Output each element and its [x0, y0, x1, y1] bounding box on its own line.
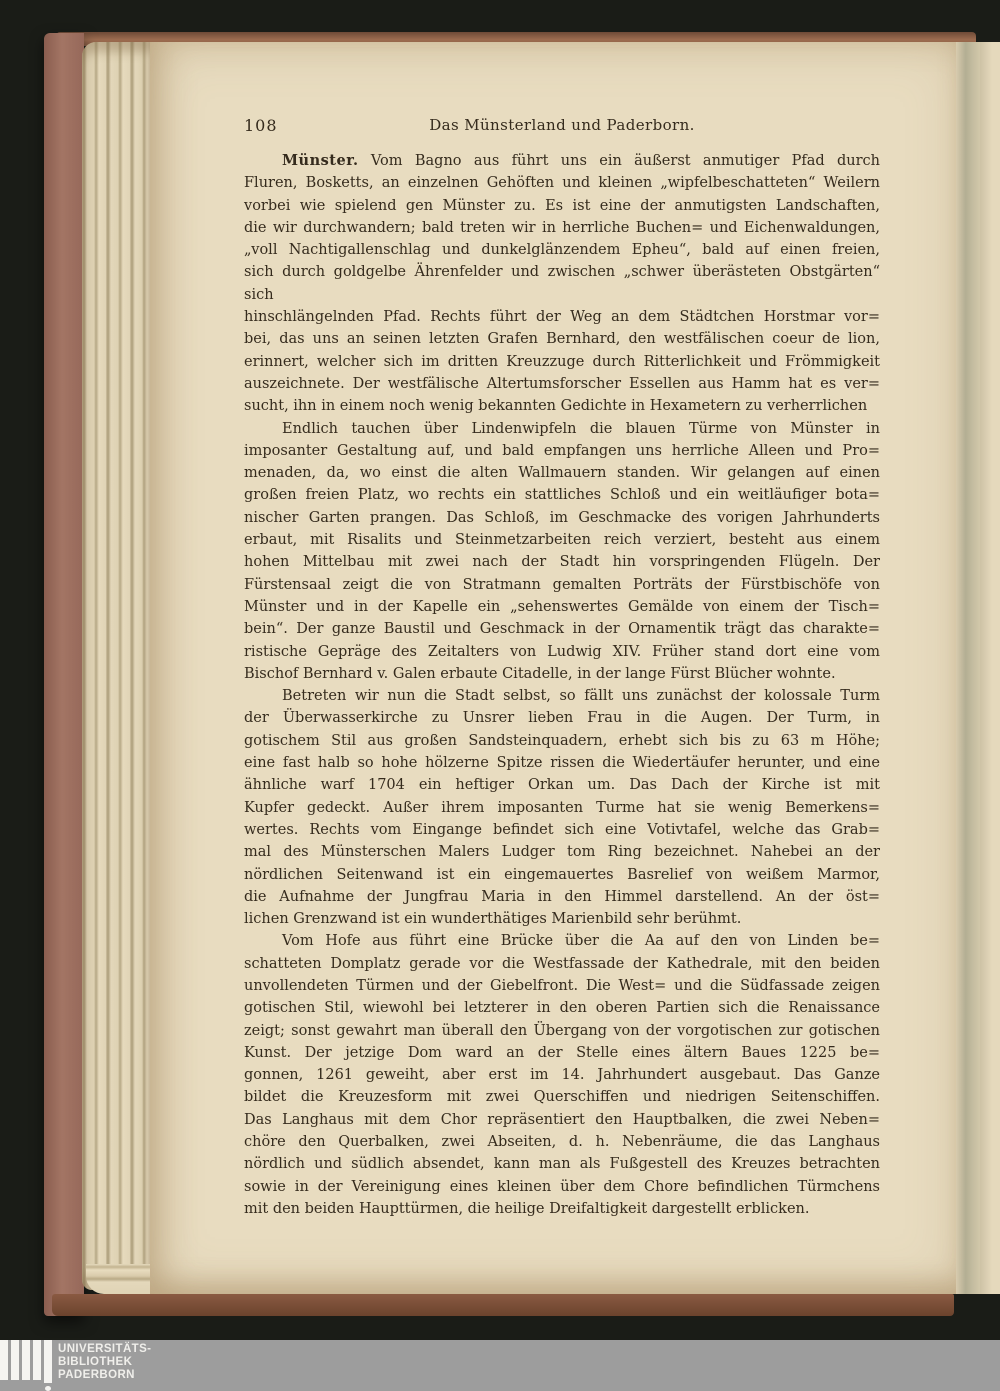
- printed-content: [244, 116, 880, 1217]
- text-line: bei, das uns an seinen letzten Grafen Bernhard, den westfälischen coeur de lion,: [244, 331, 880, 348]
- logo-bar: [11, 1340, 19, 1380]
- library-banner: [0, 1340, 1000, 1391]
- text-line: auszeichnete. Der westfälische Altertumsforscher Essellen aus Hamm hat es ver=: [244, 375, 880, 392]
- text-line: Bischof Bernhard v. Galen erbaute Citadelle, in der lange Fürst Blücher wohnte.: [244, 665, 836, 682]
- running-title: Das Münsterland und Paderborn.: [429, 116, 695, 134]
- text-line: gonnen, 1261 geweiht, aber erst im 14. Jahrhundert ausgebaut. Das Ganze: [244, 1067, 880, 1084]
- text-line: lichen Grenzwand ist ein wunderthätiges Marienbild sehr berühmt.: [244, 911, 742, 928]
- text-line: erbaut, mit Risalits und Steinmetzarbeiten reich verziert, besteht aus einem: [244, 532, 880, 549]
- text-line: Das Langhaus mit dem Chor repräsentiert den Hauptbalken, die zwei Neben=: [244, 1111, 880, 1128]
- logo-dot-icon: [45, 1386, 51, 1391]
- text-line: Vom Hofe aus führt eine Brücke über die Aa auf den von Linden be=: [282, 933, 880, 950]
- logo-bar: [22, 1340, 30, 1380]
- text-line: schatteten Domplatz gerade vor die Westfassade der Kathedrale, mit den beiden: [244, 955, 880, 972]
- text-line: hinschlängelnden Pfad. Rechts führt der Weg an dem Städtchen Horstmar vor=: [244, 309, 880, 326]
- text-line: gotischen Stil, wiewohl bei letzterer in den oberen Partien sich die Renaissance: [244, 1000, 880, 1017]
- library-name-line1: UNIVERSITÄTS-: [58, 1343, 152, 1355]
- text-line: Münster und in der Kapelle ein „sehenswertes Gemälde von einem der Tisch=: [244, 598, 880, 615]
- text-line: erinnert, welcher sich im dritten Kreuzzuge durch Ritterlichkeit und Frömmigkeit: [244, 353, 880, 370]
- text-body: [244, 150, 880, 1220]
- text-line: bein“. Der ganze Baustil und Geschmack in der Ornamentik trägt das charakte=: [244, 621, 880, 638]
- text-line: Münster. Vom Bagno aus führt uns ein äußerst anmutiger Pfad durch: [282, 152, 880, 169]
- text-line: der Überwasserkirche zu Unsrer lieben Frau in die Augen. Der Turm, in: [244, 710, 880, 727]
- text-line: hohen Mittelbau mit zwei nach der Stadt hin vorspringenden Flügeln. Der: [244, 554, 880, 571]
- library-name: [58, 1343, 151, 1382]
- text-line: Fürstensaal zeigt die von Stratmann gemalten Porträts der Fürstbischöfe von: [244, 576, 880, 593]
- text-line: sowie in der Vereinigung eines kleinen über dem Chore befindlichen Türmchens: [244, 1178, 880, 1195]
- text-line: Fluren, Bosketts, an einzelnen Gehöften und kleinen „wipfelbeschatteten“ Weilern: [244, 175, 880, 192]
- logo-bar: [44, 1340, 52, 1383]
- page-header: [244, 116, 880, 142]
- text-line: zeigt; sonst gewahrt man überall den Übergang von der vorgotischen zur gotischen: [244, 1022, 880, 1039]
- paragraph: [244, 685, 880, 930]
- text-line: Kunst. Der jetzige Dom ward an der Stelle eines ältern Baues 1225 be=: [244, 1044, 880, 1061]
- text-line: sucht, ihn in einem noch wenig bekannten Gedichte in Hexametern zu verherrlichen: [244, 398, 868, 415]
- text-line: ähnliche warf 1704 ein heftiger Orkan um. Das Dach der Kirche ist mit: [244, 777, 880, 794]
- paragraph-lead: Münster.: [282, 152, 359, 169]
- text-line: bildet die Kreuzesform mit zwei Querschiffen und niedrigen Seitenschiffen.: [244, 1089, 880, 1106]
- paragraph: [244, 150, 880, 418]
- text-line: wertes. Rechts vom Eingange befindet sich eine Votivtafel, welche das Grab=: [244, 821, 880, 838]
- text-line: Kupfer gedeckt. Außer ihrem imposanten Turme hat sie wenig Bemerkens=: [244, 799, 880, 816]
- text-line: nördlich und südlich absendet, kann man als Fußgestell des Kreuzes betrachten: [244, 1156, 880, 1173]
- text-line: vorbei wie spielend gen Münster zu. Es ist eine der anmutigsten Landschaften,: [244, 197, 880, 214]
- book-cover-bottom: [52, 1294, 954, 1316]
- text-line: imposanter Gestaltung auf, und bald empfangen uns herrliche Alleen und Pro=: [244, 442, 880, 459]
- text-line: Betreten wir nun die Stadt selbst, so fällt uns zunächst der kolossale Turm: [282, 688, 880, 705]
- library-name-line3: PADERBORN: [58, 1369, 135, 1381]
- text-line: nischer Garten prangen. Das Schloß, im Geschmacke des vorigen Jahrhunderts: [244, 509, 880, 526]
- text-line: die Aufnahme der Jungfrau Maria in den Himmel darstellend. An der öst=: [244, 888, 880, 905]
- book-gutter: [956, 42, 980, 1294]
- text-line: nördlichen Seitenwand ist ein eingemauertes Basrelief von weißem Marmor,: [244, 866, 880, 883]
- book-cover-left: [44, 33, 84, 1316]
- page-number: 108: [244, 116, 278, 135]
- logo-bar: [33, 1340, 41, 1380]
- text-line: großen freien Platz, wo rechts ein stattliches Schloß und ein weitläufiger bota=: [244, 487, 880, 504]
- text-line: „voll Nachtigallenschlag und dunkelglänzendem Epheu“, bald auf einen freien,: [244, 242, 880, 259]
- text-line: chöre den Querbalken, zwei Abseiten, d. h. Nebenräume, die das Langhaus: [244, 1134, 880, 1151]
- text-line: mal des Münsterschen Malers Ludger tom Ring bezeichnet. Nahebei an der: [244, 844, 880, 861]
- text-line: gotischem Stil aus großen Sandsteinquadern, erhebt sich bis zu 63 m Höhe;: [244, 732, 880, 749]
- paragraph: [244, 418, 880, 686]
- text-line: mit den beiden Haupttürmen, die heilige Dreifaltigkeit dargestellt erblicken.: [244, 1200, 810, 1217]
- text-line: menaden, da, wo einst die alten Wallmauern standen. Wir gelangen auf einen: [244, 465, 880, 482]
- text-line: Endlich tauchen über Lindenwipfeln die blauen Türme von Münster in: [282, 420, 880, 437]
- next-page-sliver: [980, 42, 1000, 1294]
- page-edges-left: [82, 42, 152, 1290]
- text-line: sich durch goldgelbe Ährenfelder und zwischen „schwer überästeten Obstgärten“ sich: [244, 264, 880, 303]
- text-line: unvollendeten Türmen und der Giebelfront. Die West= und die Südfassade zeigen: [244, 977, 880, 994]
- text-line: ristische Gepräge des Zeitalters von Ludwig XIV. Früher stand dort eine vom: [244, 643, 880, 660]
- library-name-line2: BIBLIOTHEK: [58, 1356, 133, 1368]
- paragraph: [244, 930, 880, 1220]
- text-line: eine fast halb so hohe hölzerne Spitze rissen die Wiedertäufer herunter, und eine: [244, 755, 880, 772]
- logo-bar: [0, 1340, 8, 1380]
- text-line: die wir durchwandern; bald treten wir in herrliche Buchen= und Eichenwaldungen,: [244, 219, 880, 236]
